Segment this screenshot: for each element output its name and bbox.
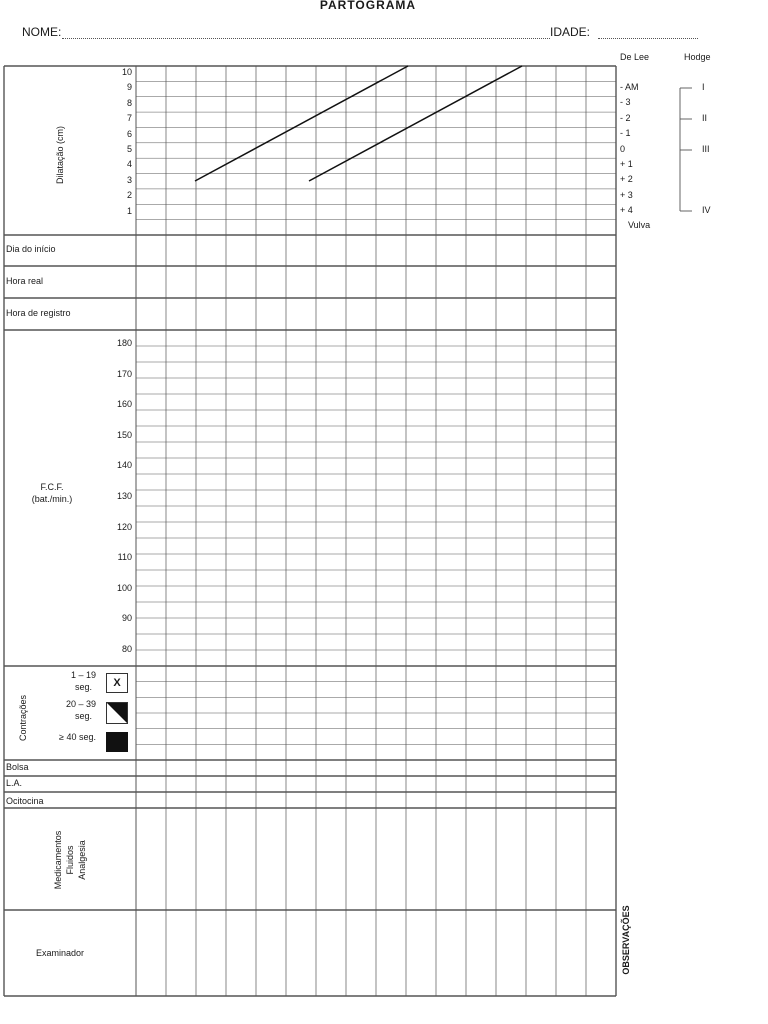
dilatation-tick: 6 [126,128,132,139]
delee-header: De Lee [620,52,650,62]
fcf-tick: 120 [116,521,132,532]
delee-station: + 2 [620,174,633,185]
row-la: L.A. [6,778,23,788]
dilatation-tick: 7 [126,113,132,124]
fcf-tick: 180 [116,338,132,348]
medicamentos-line3: Analgesia [77,840,87,880]
action-line [309,66,522,181]
dilatation-label: Dilatação (cm) [55,126,65,185]
row-dia-inicio: Dia do início [6,244,56,254]
hodge-plane: III [702,144,710,154]
fcf-tick: 80 [121,644,132,654]
delee-station: - 2 [620,112,631,123]
delee-station: - 1 [620,128,631,139]
contraction-unit-1: seg. [74,682,92,692]
hodge-plane: I [702,82,705,92]
contraction-range-3: ≥ 40 seg. [59,732,96,742]
delee-station: + 1 [620,159,633,169]
contraction-symbol-diagonal [106,702,128,724]
hodge-plane: IV [702,205,711,215]
delee-station: - AM [620,82,639,92]
fcf-tick: 100 [116,582,132,593]
row-hora-registro: Hora de registro [6,308,71,318]
delee-station: - 3 [620,97,631,108]
dilatation-tick: 2 [126,190,132,201]
dilatation-tick: 1 [126,205,132,216]
fcf-tick: 140 [116,460,132,471]
delee-station: 0 [620,143,626,154]
hodge-plane: II [702,113,708,123]
fcf-tick: 90 [121,613,132,624]
dilatation-tick: 8 [126,97,132,108]
vulva-label: Vulva [628,220,651,230]
nome-label: NOME: [22,25,62,39]
fcf-tick: 110 [117,552,132,563]
delee-station: + 4 [620,205,633,216]
row-examinador: Examinador [36,948,85,958]
dilatation-tick: 9 [126,82,132,93]
dilatation-tick: 5 [126,144,132,154]
fcf-tick: 160 [116,399,132,410]
row-ocitocina: Ocitocina [6,796,44,806]
fcf-label-line1: F.C.F. [40,482,64,492]
observacoes-label: OBSERVAÇÕES [621,905,631,975]
row-bolsa: Bolsa [6,762,29,772]
fcf-label-line2: (bat./min.) [31,494,73,504]
dilatation-tick: 10 [121,67,132,77]
hodge-header: Hodge [684,52,711,62]
delee-station: + 3 [620,189,633,200]
fcf-tick: 130 [116,491,132,501]
fcf-tick: 150 [116,429,132,440]
form-title: PARTOGRAMA [319,0,417,12]
idade-label: IDADE: [550,25,591,39]
contractions-label: Contrações [18,694,28,742]
medicamentos-line1: Medicamentos [53,830,63,890]
dilatation-tick: 4 [126,159,132,170]
contraction-symbol-filled [106,732,128,752]
contraction-range-1: 1 – 19 [70,670,96,680]
contraction-symbol-x: X [106,673,128,693]
row-hora-real: Hora real [6,276,44,286]
fcf-tick: 170 [116,368,132,379]
medicamentos-line2: Fluidos [65,845,75,875]
contraction-unit-2: seg. [74,711,92,721]
dilatation-tick: 3 [126,174,132,185]
contraction-range-2: 20 – 39 [65,699,96,709]
